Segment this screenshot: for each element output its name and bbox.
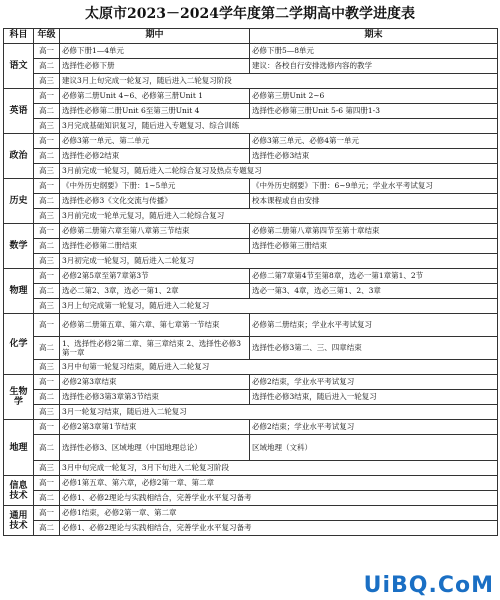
table-row (4, 506, 498, 521)
final-term-cell: 选择性必修3第二、三、四章结束 (250, 337, 498, 360)
table-row (4, 149, 498, 164)
final-term-cell: 必修第二册第八章第四节至第十章结束 (250, 224, 498, 239)
table-row (4, 134, 498, 149)
header-final: 期末 (250, 29, 498, 44)
grade-cell: 高一 (34, 506, 60, 521)
final-term-cell: 必修下册5—8单元 (250, 44, 498, 59)
final-term-cell: 选择性必修3结束，随后进入一轮复习 (250, 390, 498, 405)
subject-cell: 通用技术 (4, 506, 34, 536)
full-term-cell: 3月一轮复习结束，随后进入二轮复习 (60, 405, 498, 420)
subject-cell: 英语 (4, 89, 34, 134)
table-row (4, 375, 498, 390)
table-row (4, 74, 498, 89)
grade-cell: 高二 (34, 284, 60, 299)
table-row (4, 390, 498, 405)
subject-cell: 政治 (4, 134, 34, 179)
grade-cell: 高二 (34, 390, 60, 405)
grade-cell: 高三 (34, 164, 60, 179)
subject-cell: 历史 (4, 179, 34, 224)
grade-cell: 高一 (34, 179, 60, 194)
table-row (4, 337, 498, 360)
full-term-cell: 3月完成基础知识复习，随后进入专题复习、综合训练 (60, 119, 498, 134)
header-subject: 科目 (4, 29, 34, 44)
table-row (4, 224, 498, 239)
grade-cell: 高一 (34, 375, 60, 390)
page-title: 太原市2023－2024学年度第二学期高中教学进度表 (85, 6, 415, 22)
final-term-cell: 选必一第3、4章，选必三第1、2、3章 (250, 284, 498, 299)
mid-term-cell: 必修3第一单元、第二单元 (60, 134, 250, 149)
grade-cell: 高一 (34, 269, 60, 284)
table-row (4, 194, 498, 209)
table-row (4, 491, 498, 506)
mid-term-cell: 选择性必修3《文化交流与传播》 (60, 194, 250, 209)
grade-cell: 高三 (34, 405, 60, 420)
table-row (4, 164, 498, 179)
subject-cell: 地理 (4, 420, 34, 476)
grade-cell: 高三 (34, 74, 60, 89)
table-row (4, 209, 498, 224)
grade-cell: 高三 (34, 461, 60, 476)
mid-term-cell: 必修2第3章第1节结束 (60, 420, 250, 435)
subject-cell: 数学 (4, 224, 34, 269)
table-row (4, 284, 498, 299)
grade-cell: 高一 (34, 314, 60, 337)
mid-term-cell: 选择性必修下册 (60, 59, 250, 74)
final-term-cell: 选择性必修3结束 (250, 149, 498, 164)
subject-cell: 化学 (4, 314, 34, 375)
grade-cell: 高一 (34, 44, 60, 59)
table-row (4, 461, 498, 476)
header-grade: 年级 (34, 29, 60, 44)
header-row (4, 29, 498, 44)
table-row (4, 299, 498, 314)
schedule-body (4, 44, 498, 536)
final-term-cell: 必修3第三单元、必修4第一单元 (250, 134, 498, 149)
mid-term-cell: 必修第二册第五章、第六章、第七章第一节结束 (60, 314, 250, 337)
grade-cell: 高一 (34, 134, 60, 149)
mid-term-cell: 选必二第2、3章，选必一第1、2章 (60, 284, 250, 299)
grade-cell: 高二 (34, 491, 60, 506)
table-row (4, 314, 498, 337)
grade-cell: 高三 (34, 254, 60, 269)
table-row (4, 239, 498, 254)
full-term-cell: 必修1、必修2理论与实践相结合，完善学业水平复习备考 (60, 491, 498, 506)
full-term-cell: 3月中旬完成一轮复习，3月下旬进入二轮复习阶段 (60, 461, 498, 476)
final-term-cell: 建议：各校自行安排选修内容的教学 (250, 59, 498, 74)
final-term-cell: 区域地理（文科） (250, 435, 498, 461)
final-term-cell: 校本课程或自由安排 (250, 194, 498, 209)
final-term-cell: 必修二第7章第4节至第8章，选必一第1章第1、2节 (250, 269, 498, 284)
grade-cell: 高二 (34, 435, 60, 461)
table-row (4, 179, 498, 194)
full-term-cell: 3月初完成一轮复习，随后进入二轮复习 (60, 254, 498, 269)
mid-term-cell: 必修下册1—4单元 (60, 44, 250, 59)
grade-cell: 高二 (34, 521, 60, 536)
final-term-cell: 必修2结束；学业水平考试复习 (250, 420, 498, 435)
table-row (4, 254, 498, 269)
table-row (4, 89, 498, 104)
full-term-cell: 3月前完成一轮复习，随后进入二轮综合复习及热点专题复习 (60, 164, 498, 179)
subject-cell: 生物学 (4, 375, 34, 420)
watermark-logo: UiBQ.CoM (363, 573, 494, 598)
full-term-cell: 必修1第五章、第六章，必修2第一章、第二章 (60, 476, 498, 491)
full-term-cell: 必修1、必修2理论与实践相结合，完善学业水平复习备考 (60, 521, 498, 536)
mid-term-cell: 1、选择性必修2第二章、第三章结束 2、选择性必修3第一章 (60, 337, 250, 360)
table-row (4, 521, 498, 536)
grade-cell: 高三 (34, 360, 60, 375)
table-row (4, 420, 498, 435)
full-term-cell: 3月中旬第一轮复习结束，随后进入二轮复习 (60, 360, 498, 375)
mid-term-cell: 必修第二册第六章至第八章第三节结束 (60, 224, 250, 239)
table-row (4, 59, 498, 74)
grade-cell: 高三 (34, 119, 60, 134)
full-term-cell: 3月上旬完成第一轮复习，随后进入二轮复习 (60, 299, 498, 314)
final-term-cell: 选择性必修第三册结束 (250, 239, 498, 254)
table-row (4, 435, 498, 461)
mid-term-cell: 选择性必修第二册Unit 6至第三册Unit 4 (60, 104, 250, 119)
table-row (4, 269, 498, 284)
table-row (4, 360, 498, 375)
final-term-cell: 必修第二册结束；学业水平考试复习 (250, 314, 498, 337)
subject-cell: 物理 (4, 269, 34, 314)
grade-cell: 高二 (34, 104, 60, 119)
mid-term-cell: 必修第二册Unit 4~6、必修第三册Unit 1 (60, 89, 250, 104)
full-term-cell: 3月前完成一轮单元复习，随后进入二轮综合复习 (60, 209, 498, 224)
mid-term-cell: 选择性必修3、区域地理（中国地理总论） (60, 435, 250, 461)
grade-cell: 高一 (34, 89, 60, 104)
table-row (4, 104, 498, 119)
grade-cell: 高二 (34, 239, 60, 254)
schedule-table (3, 28, 498, 536)
mid-term-cell: 必修2第3章结束 (60, 375, 250, 390)
mid-term-cell: 选择性必修3第3章第3节结束 (60, 390, 250, 405)
final-term-cell: 《中外历史纲要》下册：6~9单元；学业水平考试复习 (250, 179, 498, 194)
grade-cell: 高二 (34, 194, 60, 209)
grade-cell: 高三 (34, 299, 60, 314)
mid-term-cell: 选择性必修2结束 (60, 149, 250, 164)
subject-cell: 信息技术 (4, 476, 34, 506)
mid-term-cell: 必修2第5章至第7章第3节 (60, 269, 250, 284)
grade-cell: 高一 (34, 420, 60, 435)
header-mid: 期中 (60, 29, 250, 44)
grade-cell: 高二 (34, 59, 60, 74)
table-row (4, 44, 498, 59)
final-term-cell: 必修2结束，学业水平考试复习 (250, 375, 498, 390)
grade-cell: 高三 (34, 209, 60, 224)
mid-term-cell: 选择性必修第二册结束 (60, 239, 250, 254)
mid-term-cell: 《中外历史纲要》下册：1~5单元 (60, 179, 250, 194)
grade-cell: 高二 (34, 149, 60, 164)
grade-cell: 高二 (34, 337, 60, 360)
final-term-cell: 必修第三册Unit 2~6 (250, 89, 498, 104)
grade-cell: 高一 (34, 224, 60, 239)
table-row (4, 476, 498, 491)
final-term-cell: 选择性必修第三册Unit 5-6 第四册1-3 (250, 104, 498, 119)
full-term-cell: 建议3月上旬完成一轮复习，随后进入二轮复习阶段 (60, 74, 498, 89)
table-row (4, 405, 498, 420)
grade-cell: 高一 (34, 476, 60, 491)
table-row (4, 119, 498, 134)
full-term-cell: 必修1结束，必修2第一章、第二章 (60, 506, 498, 521)
subject-cell: 语文 (4, 44, 34, 89)
